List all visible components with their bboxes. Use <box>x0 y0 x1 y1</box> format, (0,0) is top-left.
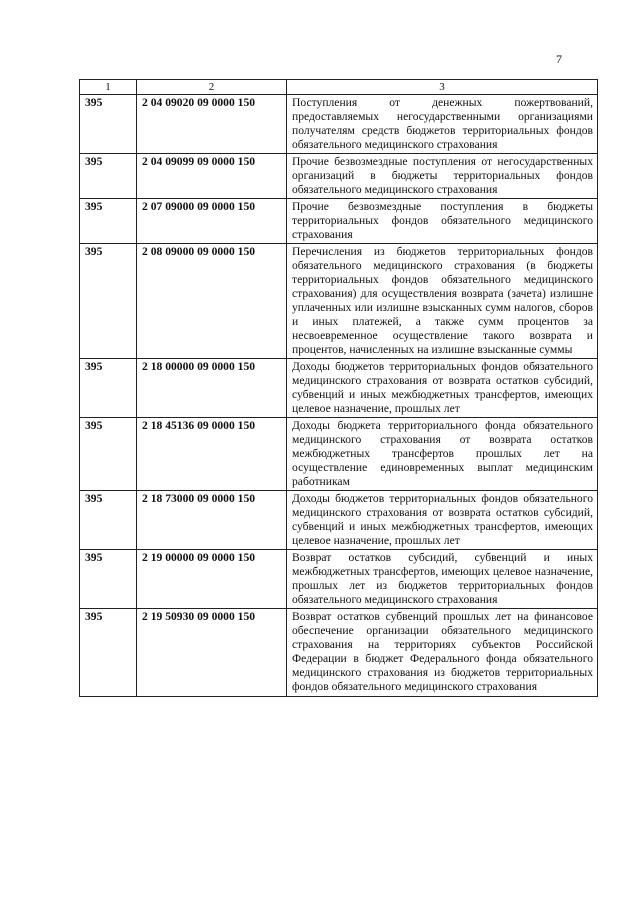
header-row <box>80 80 598 95</box>
kbk-cell: 2 04 09099 09 0000 150 <box>137 154 287 199</box>
table-row <box>80 359 598 418</box>
admin-code-cell: 395 <box>80 199 137 244</box>
description-cell: Перечисления из бюджетов территориальных фондов обязательного медицинского страхования (в бюджеты территориальных фондов обязательного медицинского страхования) для осуществления возврата (зачета) излишне уплаченных или излишне взысканных сумм налогов, сборов и иных платежей, а также сумм процентов за несвоевременное осуществление такого возврата и процентов, начисленных на излишне взысканные суммы <box>287 244 598 359</box>
header-col-3: 3 <box>287 80 598 95</box>
kbk-cell: 2 04 09020 09 0000 150 <box>137 95 287 154</box>
description-cell: Поступления от денежных пожертвований, предоставляемых негосударственными организациями получателям средств бюджетов территориальных фондов обязательного медицинского страхования <box>287 95 598 154</box>
kbk-cell: 2 19 50930 09 0000 150 <box>137 609 287 697</box>
page-number: 7 <box>556 52 562 66</box>
admin-code-cell: 395 <box>80 491 137 550</box>
header-col-1: 1 <box>80 80 137 95</box>
kbk-cell: 2 08 09000 09 0000 150 <box>137 244 287 359</box>
kbk-cell: 2 19 00000 09 0000 150 <box>137 550 287 609</box>
admin-code-cell: 395 <box>80 550 137 609</box>
revenue-codes-table <box>79 79 598 697</box>
admin-code-cell: 395 <box>80 418 137 491</box>
admin-code-cell: 395 <box>80 609 137 697</box>
description-cell: Возврат остатков субсидий, субвенций и иных межбюджетных трансфертов, имеющих целевое назначение, прошлых лет из бюджетов территориальных фондов обязательного медицинского страхования <box>287 550 598 609</box>
table-row <box>80 550 598 609</box>
header-col-2: 2 <box>137 80 287 95</box>
description-cell: Прочие безвозмездные поступления в бюджеты территориальных фондов обязательного медицинского страхования <box>287 199 598 244</box>
table-row <box>80 418 598 491</box>
table-row <box>80 95 598 154</box>
table-body <box>80 95 598 697</box>
description-cell: Доходы бюджетов территориальных фондов обязательного медицинского страхования от возврата остатков субсидий, субвенций и иных межбюджетных трансфертов, имеющих целевое назначение, прошлых лет <box>287 359 598 418</box>
admin-code-cell: 395 <box>80 359 137 418</box>
table-row <box>80 199 598 244</box>
table-row <box>80 154 598 199</box>
admin-code-cell: 395 <box>80 154 137 199</box>
description-cell: Возврат остатков субвенций прошлых лет на финансовое обеспечение организации обязательного медицинского страхования на территориях субъектов Российской Федерации в бюджет Федерального фонда обязательного медицинского страхования из бюджетов территориальных фондов обязательного медицинского страхования <box>287 609 598 697</box>
table-row <box>80 609 598 697</box>
table-row <box>80 244 598 359</box>
description-cell: Прочие безвозмездные поступления от негосударственных организаций в бюджеты территориальных фондов обязательного медицинского страхования <box>287 154 598 199</box>
kbk-cell: 2 07 09000 09 0000 150 <box>137 199 287 244</box>
kbk-cell: 2 18 73000 09 0000 150 <box>137 491 287 550</box>
kbk-cell: 2 18 00000 09 0000 150 <box>137 359 287 418</box>
admin-code-cell: 395 <box>80 95 137 154</box>
description-cell: Доходы бюджетов территориальных фондов обязательного медицинского страхования от возврата остатков субсидий, субвенций и иных межбюджетных трансфертов, имеющих целевое назначение, прошлых лет <box>287 491 598 550</box>
admin-code-cell: 395 <box>80 244 137 359</box>
kbk-cell: 2 18 45136 09 0000 150 <box>137 418 287 491</box>
table-header <box>80 80 598 95</box>
table-row <box>80 491 598 550</box>
description-cell: Доходы бюджета территориального фонда обязательного медицинского страхования от возврата остатков межбюджетных трансфертов прошлых лет на осуществление единовременных выплат медицинским работникам <box>287 418 598 491</box>
